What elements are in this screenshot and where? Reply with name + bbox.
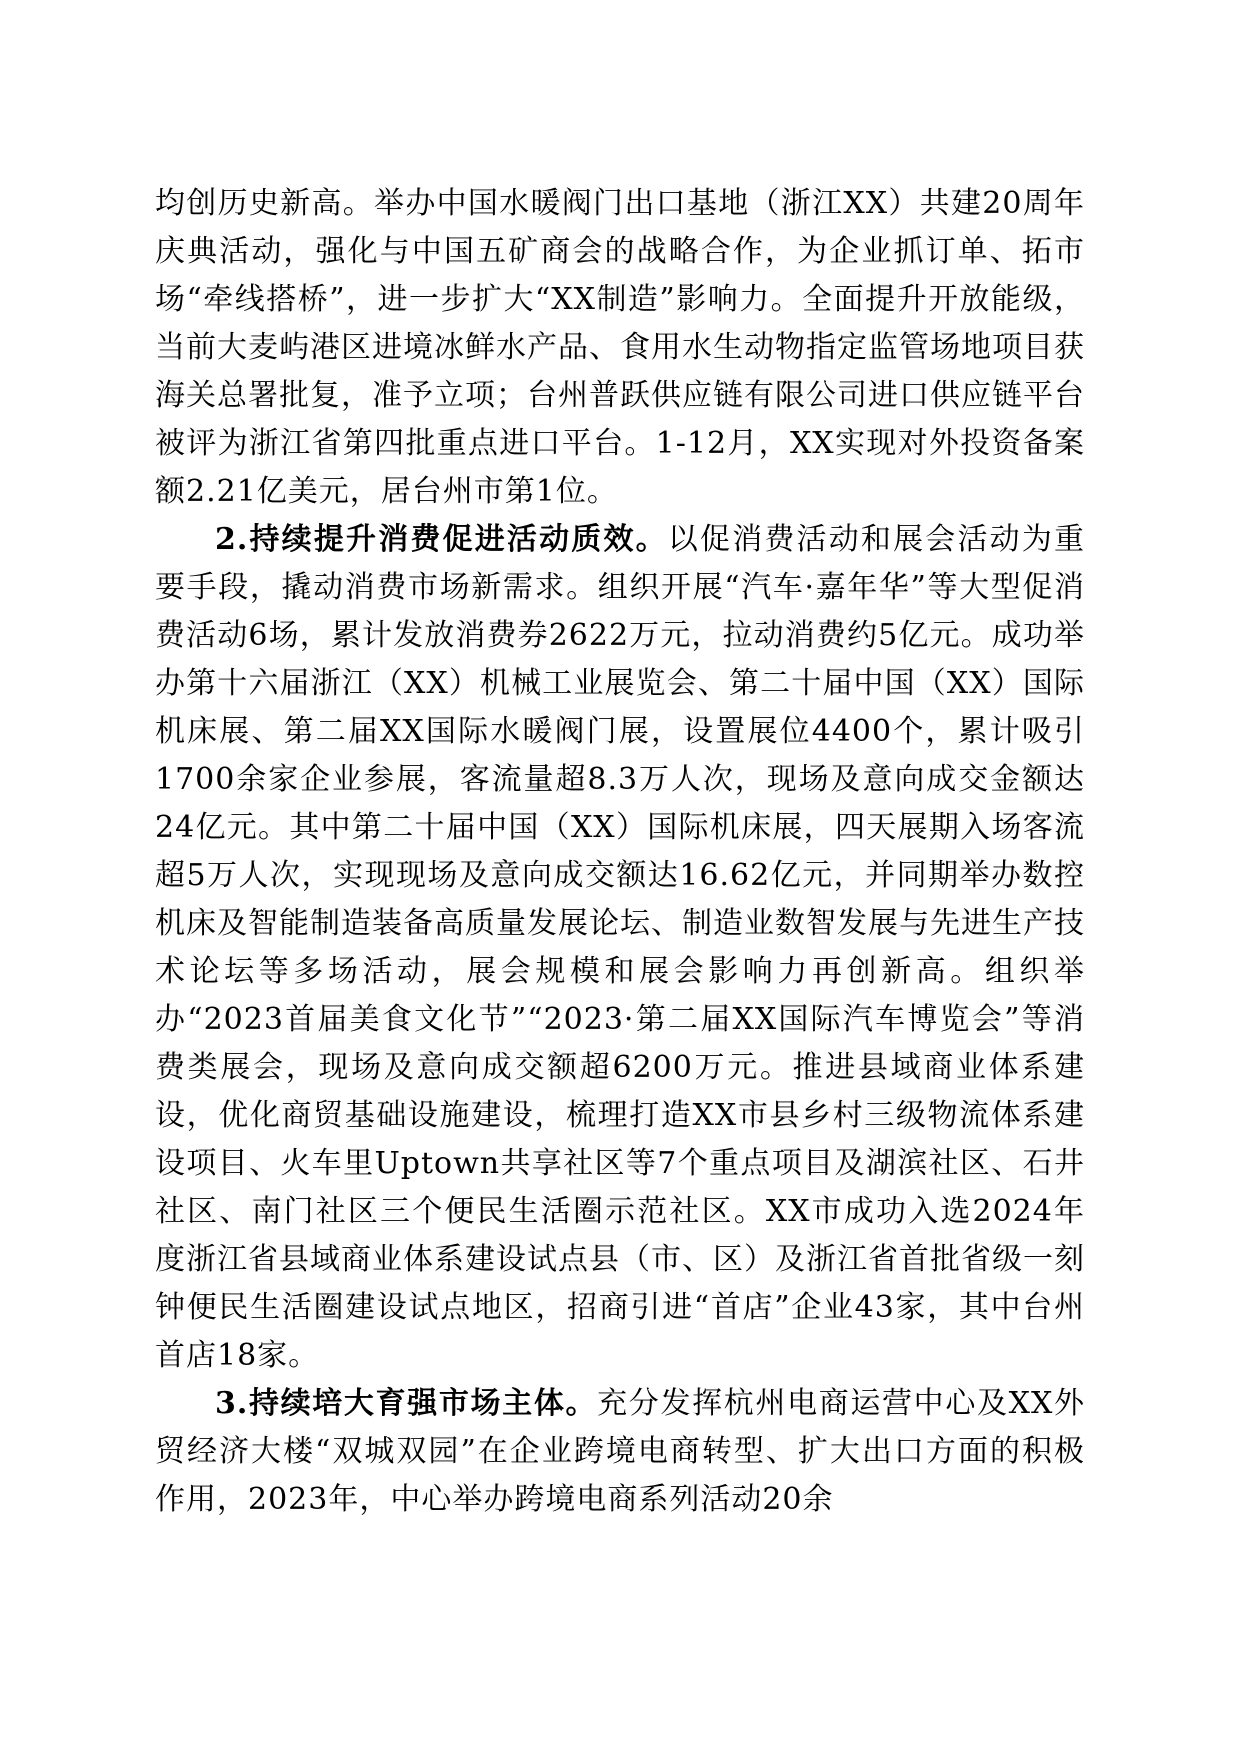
document-page — [155, 180, 1085, 1524]
paragraph-3 — [155, 1380, 1085, 1524]
paragraph-2 — [155, 516, 1085, 1380]
paragraph-3-heading: 3.持续培大育强市场主体。 — [215, 1386, 598, 1421]
paragraph-3-text: 充分发挥杭州电商运营中心及XX外贸经济大楼“双城双园”在企业跨境电商转型、扩大出口方面的积极作用，2023年，中心举办跨境电商系列活动20余 — [155, 1386, 1085, 1517]
paragraph-2-heading: 2.持续提升消费促进活动质效。 — [215, 522, 668, 557]
paragraph-1 — [155, 180, 1085, 516]
paragraph-1-text: 均创历史新高。举办中国水暖阀门出口基地（浙江XX）共建20周年庆典活动，强化与中国五矿商会的战略合作，为企业抓订单、拓市场“牵线搭桥”，进一步扩大“XX制造”影响力。全面提升开放能级，当前大麦屿港区进境冰鲜水产品、食用水生动物指定监管场地项目获海关总署批复，准予立项；台州普跃供应链有限公司进口供应链平台被评为浙江省第四批重点进口平台。1-12月，XX实现对外投资备案额2.21亿美元，居台州市第1位。 — [155, 186, 1085, 509]
paragraph-2-text: 以促消费活动和展会活动为重要手段，撬动消费市场新需求。组织开展“汽车·嘉年华”等大型促消费活动6场，累计发放消费券2622万元，拉动消费约5亿元。成功举办第十六届浙江（XX）机械工业展览会、第二十届中国（XX）国际机床展、第二届XX国际水暖阀门展，设置展位4400个，累计吸引1700余家企业参展，客流量超8.3万人次，现场及意向成交金额达24亿元。其中第二十届中国（XX）国际机床展，四天展期入场客流超5万人次，实现现场及意向成交额达16.62亿元，并同期举办数控机床及智能制造装备高质量发展论坛、制造业数智发展与先进生产技术论坛等多场活动，展会规模和展会影响力再创新高。组织举办“2023首届美食文化节”“2023·第二届XX国际汽车博览会”等消费类展会，现场及意向成交额超6200万元。推进县域商业体系建设，优化商贸基础设施建设，梳理打造XX市县乡村三级物流体系建设项目、火车里Uptown共享社区等7个重点项目及湖滨社区、石井社区、南门社区三个便民生活圈示范社区。XX市成功入选2024年度浙江省县域商业体系建设试点县（市、区）及浙江省首批省级一刻钟便民生活圈建设试点地区，招商引进“首店”企业43家，其中台州首店18家。 — [155, 522, 1085, 1373]
